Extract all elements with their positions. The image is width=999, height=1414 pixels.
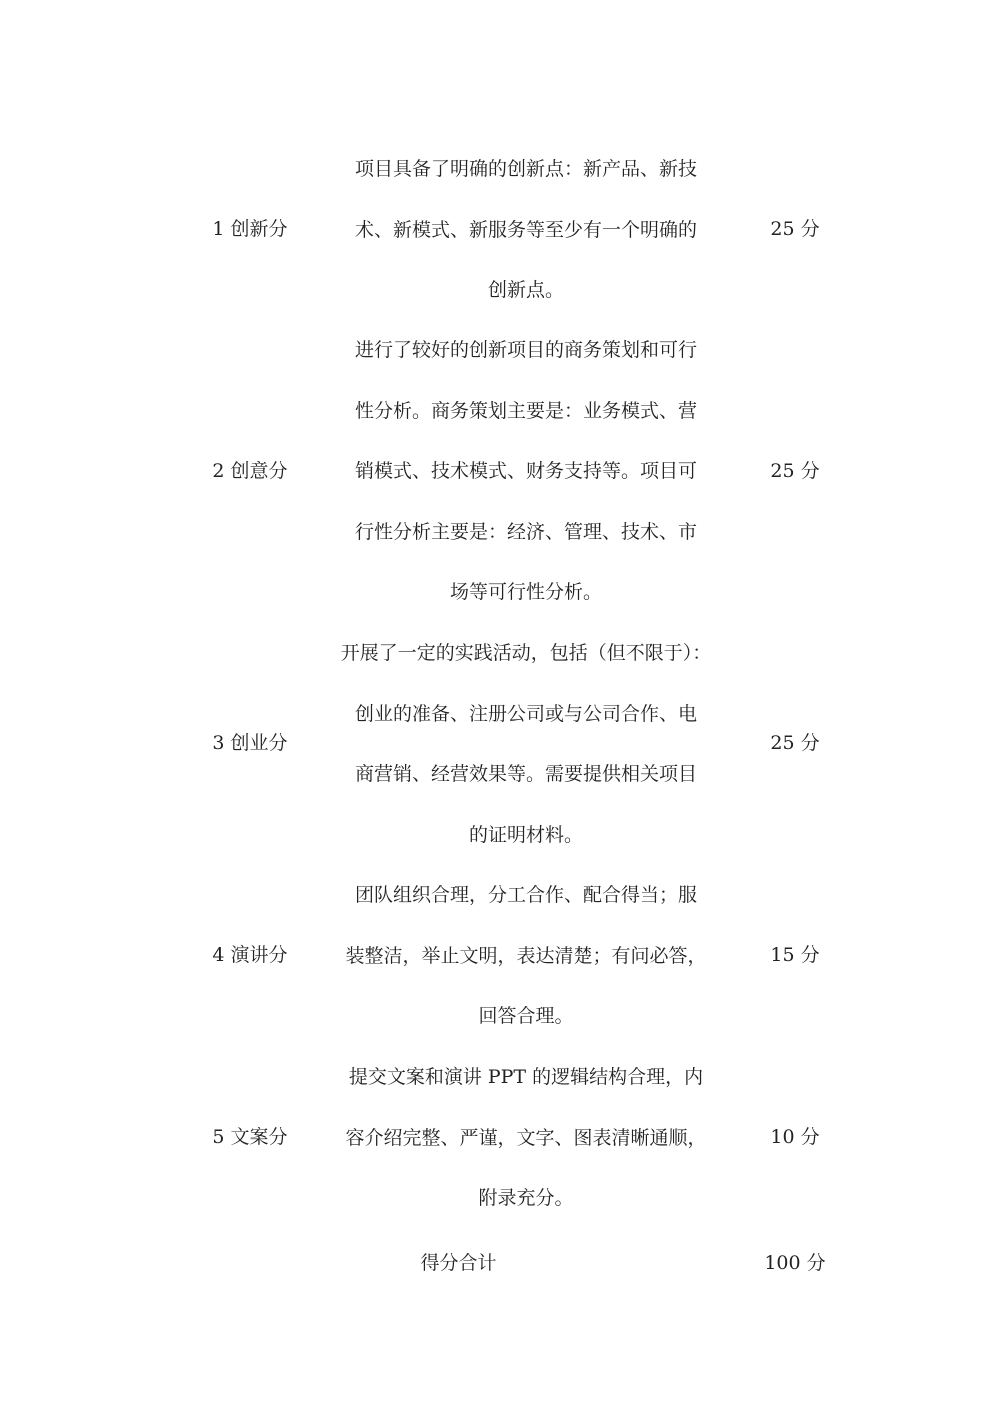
- criterion-name: 3 创业分: [212, 732, 288, 754]
- criterion-name: 2 创意分: [212, 460, 288, 482]
- criterion-name: 1 创新分: [212, 218, 288, 240]
- criterion-description: [336, 154, 716, 336]
- description-line: 商营销、经营效果等。需要提供相关项目: [354, 763, 697, 785]
- description-line: 容介绍完整、严谨，文字、图表清晰通顺，: [345, 1126, 707, 1149]
- description-line: 行性分析主要是：经济、管理、技术、市: [354, 520, 697, 543]
- criterion-description: [336, 1062, 716, 1244]
- total-label: 得分合计: [420, 1252, 497, 1274]
- total-score: 100 分: [764, 1252, 826, 1274]
- criterion-score: 10 分: [770, 1126, 820, 1148]
- description-line: 场等可行性分析。: [449, 581, 602, 603]
- description-line: 性分析。商务策划主要是：业务模式、营: [354, 399, 697, 422]
- description-line: 术、新模式、新服务等至少有一个明确的: [354, 218, 697, 241]
- description-line: 装整洁，举止文明，表达清楚；有问必答，: [345, 944, 707, 967]
- criterion-description: [336, 638, 716, 880]
- description-line: 销模式、技术模式、财务支持等。项目可: [354, 460, 697, 482]
- criterion-description: [336, 335, 716, 638]
- criterion-score: 25 分: [770, 460, 820, 482]
- criterion-score: 25 分: [770, 218, 820, 240]
- description-line: 进行了较好的创新项目的商务策划和可行: [354, 339, 697, 361]
- description-line: 提交文案和演讲 PPT 的逻辑结构合理，内: [348, 1066, 704, 1088]
- criterion-score: 25 分: [770, 732, 820, 754]
- description-line: 开展了一定的实践活动，包括（但不限于）：: [340, 642, 712, 664]
- criterion-score: 15 分: [770, 944, 820, 966]
- description-line: 团队组织合理，分工合作、配合得当；服: [354, 884, 697, 906]
- criterion-name: 4 演讲分: [212, 944, 288, 966]
- description-line: 创业的准备、注册公司或与公司合作、电: [354, 702, 697, 725]
- description-line: 的证明材料。: [468, 823, 583, 846]
- description-line: 回答合理。: [478, 1005, 574, 1027]
- criterion-description: [336, 880, 716, 1062]
- criterion-name: 5 文案分: [212, 1126, 288, 1148]
- description-line: 创新点。: [487, 279, 564, 301]
- description-line: 附录充分。: [478, 1187, 574, 1209]
- description-line: 项目具备了明确的创新点：新产品、新技: [354, 158, 697, 180]
